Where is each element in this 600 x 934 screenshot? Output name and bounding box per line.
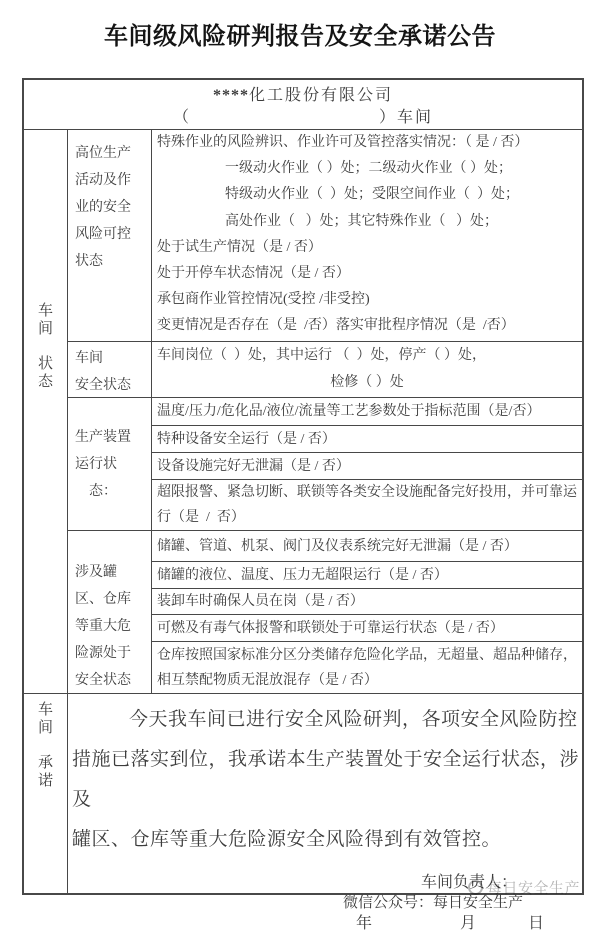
workshop-paren-close: ）车间 <box>379 109 434 126</box>
label-line: 态： <box>75 483 117 499</box>
table-row: 可燃及有毒气体报警和联锁处于可靠运行状态（是 / 否） <box>152 614 582 641</box>
commitment-content <box>68 694 582 932</box>
label-line: 生产装置 <box>75 429 131 445</box>
label-line: 车间 <box>75 351 103 366</box>
company-name: 化工股份有限公司 <box>248 87 393 104</box>
workshop-paren-open: （ <box>172 109 191 126</box>
label-line: 业的安全 <box>75 200 131 215</box>
form-line: 处于试生产情况（是 / 否） <box>157 239 322 255</box>
workshop-name-line <box>24 107 582 129</box>
watermark-text: 每日安全生产 <box>487 881 581 897</box>
side-word: 承诺 <box>37 755 53 789</box>
table-row: 仓库按照国家标准分区分类储存危险化学品，无超量、超品种储存，相互禁配物质无混放混存（是 / 否） <box>152 641 582 693</box>
section-device-status <box>68 397 582 530</box>
pledge-text-line: 措施已落实到位，我承诺本生产装置处于安全运行状态，涉及 <box>72 749 580 810</box>
table-row: 装卸车时确保人员在岗（是 / 否） <box>152 588 582 614</box>
watermark <box>468 877 580 898</box>
section-label <box>68 398 152 530</box>
manager-signature-label: 车间负责人： <box>420 874 517 891</box>
date-year-label: 年 <box>355 915 372 932</box>
company-stars: **** <box>212 87 249 104</box>
label-line: 活动及作 <box>75 173 131 188</box>
date-line <box>72 913 580 934</box>
label-line: 安全状态 <box>75 673 131 688</box>
label-line: 涉及罐 <box>75 565 117 580</box>
form-line: 车间岗位（ ）处，其中运行 （ ）处，停产（ ）处， <box>157 348 486 363</box>
section-label <box>68 531 152 693</box>
label-line: 状态 <box>75 254 103 269</box>
table-row: 超限报警、紧急切断、联锁等各类安全设施配备完好投用，并可靠运行（是 / 否） <box>152 479 582 530</box>
table-row: 设备设施完好无泄漏（是 / 否） <box>152 452 582 479</box>
section-content <box>152 398 582 530</box>
section-content <box>152 130 582 341</box>
side-word: 车间 <box>37 303 53 337</box>
form-header <box>24 80 582 130</box>
table-row: 储罐的液位、温度、压力无超限运行（是 / 否） <box>152 561 582 588</box>
section-workshop-safety <box>68 341 582 397</box>
side-label-workshop-commitment <box>24 694 68 893</box>
form-line: 特殊作业的风险辨识、作业许可及管控落实情况：（ 是 / 否） <box>157 135 529 150</box>
label-line: 等重大危 <box>75 619 131 634</box>
section-high-risk-activities <box>68 130 582 341</box>
section-label <box>68 342 152 397</box>
form-line: 变更情况是否存在（是 /否）落实审批程序情况（是 /否） <box>157 318 515 334</box>
risk-report-form <box>22 78 584 932</box>
page-title: 车间级风险研判报告及安全承诺公告 <box>104 23 496 50</box>
workshop-status-group <box>24 130 582 693</box>
table-row: 特种设备安全运行（是 / 否） <box>152 425 582 452</box>
form-line: 高处作业（ ）处；其它特殊作业（ ）处； <box>225 213 498 229</box>
form-line: 处于开停车状态情况（是 / 否） <box>157 266 350 282</box>
form-line: 一级动火作业（ ）处；二级动火作业（ ）处； <box>225 161 512 177</box>
label-line: 险源处于 <box>75 646 131 661</box>
pledge-text-line: 罐区、仓库等重大危险源安全风险得到有效管控。 <box>72 829 502 850</box>
section-label <box>68 130 152 341</box>
pledge-text-line: 今天我车间已进行安全风险研判，各项安全风险防控 <box>129 709 578 730</box>
section-tank-warehouse <box>68 530 582 693</box>
side-label-workshop-status <box>24 130 68 693</box>
watermark-logo-icon <box>468 880 483 895</box>
company-name-line <box>24 85 582 107</box>
form-line: 特级动火作业（ ）处；受限空间作业（ ）处； <box>225 187 519 203</box>
label-line: 风险可控 <box>75 227 131 242</box>
form-line: 承包商作业管控情况(受控 /非受控) <box>157 292 370 308</box>
table-row: 储罐、管道、机泵、阀门及仪表系统完好无泄漏（是 / 否） <box>157 538 518 554</box>
date-month-label: 月 <box>459 915 476 932</box>
label-line: 高位生产 <box>75 146 131 161</box>
section-content <box>152 531 582 693</box>
label-line: 运行状 <box>75 456 117 472</box>
side-word: 车间 <box>37 702 53 736</box>
label-line: 区、仓库 <box>75 592 131 607</box>
label-line: 安全状态 <box>75 378 131 393</box>
date-day-label: 日 <box>527 915 544 932</box>
section-content <box>152 342 582 397</box>
wechat-account-line: 微信公众号：每日安全生产 <box>342 895 523 911</box>
workshop-commitment-group <box>24 693 582 932</box>
table-row: 温度/压力/危化品/液位/流量等工艺参数处于指标范围（是/否） <box>157 404 541 419</box>
side-word: 状态 <box>37 356 53 390</box>
form-line: 检修（ ）处 <box>330 375 404 390</box>
